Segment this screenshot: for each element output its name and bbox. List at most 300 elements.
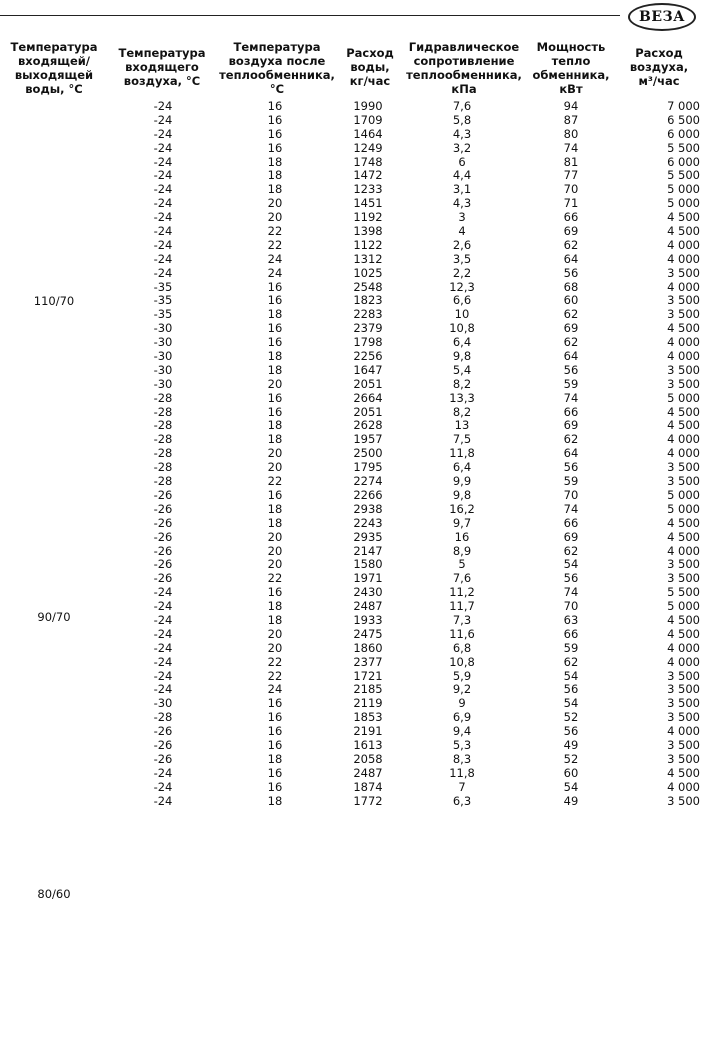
table-row [0,239,701,253]
cell-air-in-temp: -24 [153,779,173,794]
cell-air-in-temp: -24 [153,682,173,697]
cell-hydraulic-resistance: 7,5 [452,432,472,447]
cell-air-flow: 4 000 [667,251,700,266]
table-row [0,156,701,170]
cell-air-out-temp: 18 [267,418,283,433]
table-row [0,711,701,725]
cell-hydraulic-resistance: 6,9 [452,710,472,725]
cell-air-flow: 5 000 [667,487,700,502]
cell-air-in-temp: -26 [153,529,173,544]
cell-air-in-temp: -24 [153,793,173,808]
cell-heat-power: 81 [563,154,579,169]
cell-water-flow: 2379 [353,321,383,336]
cell-air-out-temp: 20 [267,543,283,558]
table-row [0,197,701,211]
cell-water-flow: 1464 [353,126,383,141]
cell-hydraulic-resistance: 12,3 [449,279,475,294]
cell-air-flow: 4 500 [667,612,700,627]
cell-air-in-temp: -35 [153,279,173,294]
cell-air-in-temp: -28 [153,432,173,447]
group-label-110-70: 110/70 [33,294,75,308]
cell-air-in-temp: -30 [153,321,173,336]
cell-heat-power: 69 [563,224,579,239]
cell-heat-power: 56 [563,362,579,377]
cell-air-flow: 4 000 [667,543,700,558]
cell-heat-power: 63 [563,612,579,627]
cell-heat-power: 49 [563,793,579,808]
cell-air-in-temp: -24 [153,99,173,113]
cell-water-flow: 2430 [353,585,383,600]
cell-water-flow: 2938 [353,501,383,516]
cell-air-flow: 5 000 [667,599,700,614]
cell-water-flow: 1709 [353,112,383,127]
cell-air-out-temp: 20 [267,557,283,572]
cell-air-in-temp: -24 [153,265,173,280]
cell-heat-power: 60 [563,765,579,780]
cell-air-flow: 4 500 [667,404,700,419]
cell-air-in-temp: -24 [153,585,173,600]
cell-air-out-temp: 16 [267,390,283,405]
table-row [0,600,701,614]
cell-air-out-temp: 22 [267,571,283,586]
cell-air-out-temp: 24 [267,265,283,280]
cell-heat-power: 56 [563,460,579,475]
cell-hydraulic-resistance: 4,3 [452,196,472,211]
cell-heat-power: 69 [563,321,579,336]
table-row [0,572,701,586]
cell-heat-power: 74 [563,140,579,155]
cell-water-flow: 2487 [353,599,383,614]
table-row [0,114,701,128]
cell-water-flow: 2051 [353,376,383,391]
cell-air-flow: 3 500 [667,696,700,711]
cell-air-flow: 4 500 [667,210,700,225]
cell-air-in-temp: -35 [153,307,173,322]
cell-water-flow: 1823 [353,293,383,308]
table-row [0,697,701,711]
table-row [0,267,701,281]
cell-air-out-temp: 22 [267,474,283,489]
table-row [0,503,701,517]
cell-hydraulic-resistance: 3,2 [452,140,472,155]
header-heat-power: Мощность тепло обменника, кВт [532,40,610,96]
cell-air-out-temp: 22 [267,237,283,252]
table-row [0,392,701,406]
cell-air-flow: 5 500 [667,140,700,155]
cell-air-flow: 3 500 [667,571,700,586]
table-row [0,670,701,684]
cell-air-out-temp: 16 [267,779,283,794]
cell-water-flow: 2274 [353,474,383,489]
header-rule [0,15,620,16]
cell-heat-power: 66 [563,626,579,641]
cell-water-flow: 2058 [353,751,383,766]
cell-air-in-temp: -30 [153,362,173,377]
cell-water-flow: 2243 [353,515,383,530]
cell-water-flow: 1122 [353,237,383,252]
cell-air-flow: 3 500 [667,668,700,683]
cell-water-flow: 1772 [353,793,383,808]
cell-air-in-temp: -24 [153,251,173,266]
logo-text: ВЕЗА [638,9,685,25]
cell-air-in-temp: -24 [153,168,173,183]
cell-hydraulic-resistance: 6,6 [452,293,472,308]
cell-air-out-temp: 16 [267,696,283,711]
cell-air-out-temp: 20 [267,529,283,544]
cell-hydraulic-resistance: 6,4 [452,460,472,475]
header-air-in-temp: Температура входящего воздуха, °С [118,46,206,88]
cell-heat-power: 56 [563,265,579,280]
cell-heat-power: 62 [563,335,579,350]
cell-air-flow: 5 500 [667,168,700,183]
cell-water-flow: 1798 [353,335,383,350]
cell-heat-power: 66 [563,210,579,225]
cell-air-in-temp: -28 [153,446,173,461]
cell-water-flow: 2147 [353,543,383,558]
cell-heat-power: 70 [563,487,579,502]
cell-air-flow: 4 500 [667,224,700,239]
cell-hydraulic-resistance: 11,8 [449,446,475,461]
cell-heat-power: 62 [563,432,579,447]
cell-air-flow: 5 500 [667,585,700,600]
cell-air-in-temp: -24 [153,196,173,211]
table-row [0,142,701,156]
cell-hydraulic-resistance: 7,6 [452,571,472,586]
cell-water-flow: 2664 [353,390,383,405]
cell-hydraulic-resistance: 11,8 [449,765,475,780]
cell-air-in-temp: -26 [153,543,173,558]
cell-air-in-temp: -24 [153,765,173,780]
cell-air-out-temp: 20 [267,460,283,475]
table-row [0,406,701,420]
table-row [0,378,701,392]
cell-air-out-temp: 16 [267,724,283,739]
table-row [0,683,701,697]
cell-air-out-temp: 18 [267,793,283,808]
cell-hydraulic-resistance: 5,3 [452,737,472,752]
cell-air-out-temp: 18 [267,307,283,322]
cell-hydraulic-resistance: 9 [458,696,466,711]
cell-heat-power: 70 [563,599,579,614]
cell-air-flow: 3 500 [667,265,700,280]
table-row [0,350,701,364]
cell-air-out-temp: 22 [267,654,283,669]
cell-air-flow: 5 000 [667,390,700,405]
cell-heat-power: 59 [563,640,579,655]
cell-air-out-temp: 22 [267,224,283,239]
cell-air-flow: 4 000 [667,432,700,447]
cell-air-out-temp: 16 [267,293,283,308]
table-row [0,586,701,600]
cell-hydraulic-resistance: 11,7 [449,599,475,614]
cell-air-flow: 3 500 [667,293,700,308]
table-header [0,40,701,100]
cell-air-flow: 4 500 [667,765,700,780]
table-row [0,183,701,197]
table-body [0,99,701,901]
cell-hydraulic-resistance: 8,2 [452,376,472,391]
cell-heat-power: 71 [563,196,579,211]
table-row [0,642,701,656]
cell-water-flow: 1233 [353,182,383,197]
cell-air-flow: 4 500 [667,321,700,336]
cell-air-in-temp: -28 [153,710,173,725]
cell-heat-power: 54 [563,668,579,683]
cell-air-flow: 3 500 [667,307,700,322]
cell-hydraulic-resistance: 11,2 [449,585,475,600]
cell-air-out-temp: 16 [267,335,283,350]
cell-air-out-temp: 16 [267,487,283,502]
cell-heat-power: 59 [563,376,579,391]
cell-heat-power: 74 [563,501,579,516]
cell-water-flow: 1957 [353,432,383,447]
cell-air-flow: 6 500 [667,112,700,127]
table-row [0,308,701,322]
cell-water-flow: 2628 [353,418,383,433]
cell-air-flow: 4 000 [667,349,700,364]
cell-heat-power: 54 [563,696,579,711]
table-row [0,169,701,183]
cell-water-flow: 2256 [353,349,383,364]
cell-air-flow: 6 000 [667,126,700,141]
cell-water-flow: 1025 [353,265,383,280]
table-row [0,336,701,350]
cell-hydraulic-resistance: 3,1 [452,182,472,197]
cell-hydraulic-resistance: 9,9 [452,474,472,489]
table-row [0,322,701,336]
cell-air-flow: 3 500 [667,751,700,766]
cell-air-out-temp: 20 [267,196,283,211]
cell-heat-power: 62 [563,543,579,558]
table-row [0,517,701,531]
cell-water-flow: 2500 [353,446,383,461]
cell-air-in-temp: -30 [153,335,173,350]
cell-water-flow: 2119 [353,696,383,711]
cell-air-flow: 4 000 [667,724,700,739]
cell-water-flow: 2283 [353,307,383,322]
cell-heat-power: 64 [563,349,579,364]
cell-air-out-temp: 18 [267,751,283,766]
cell-hydraulic-resistance: 8,2 [452,404,472,419]
table-row [0,225,701,239]
cell-air-in-temp: -26 [153,515,173,530]
cell-air-in-temp: -24 [153,112,173,127]
cell-air-flow: 3 500 [667,376,700,391]
cell-heat-power: 69 [563,529,579,544]
table-row [0,614,701,628]
cell-water-flow: 1721 [353,668,383,683]
cell-water-flow: 2548 [353,279,383,294]
table-row [0,419,701,433]
cell-heat-power: 54 [563,557,579,572]
cell-hydraulic-resistance: 4,3 [452,126,472,141]
cell-air-out-temp: 24 [267,251,283,266]
cell-hydraulic-resistance: 4,4 [452,168,472,183]
cell-air-flow: 4 000 [667,335,700,350]
cell-air-flow: 4 000 [667,279,700,294]
cell-heat-power: 62 [563,654,579,669]
cell-water-flow: 1613 [353,737,383,752]
cell-air-out-temp: 16 [267,279,283,294]
cell-air-in-temp: -24 [153,612,173,627]
cell-water-flow: 1580 [353,557,383,572]
cell-air-in-temp: -24 [153,210,173,225]
cell-air-out-temp: 16 [267,99,283,113]
cell-water-flow: 1795 [353,460,383,475]
cell-water-flow: 2377 [353,654,383,669]
cell-air-out-temp: 16 [267,321,283,336]
cell-air-out-temp: 18 [267,501,283,516]
cell-heat-power: 64 [563,446,579,461]
cell-water-flow: 1472 [353,168,383,183]
veza-logo [628,3,696,31]
cell-air-out-temp: 18 [267,432,283,447]
cell-air-out-temp: 16 [267,710,283,725]
cell-air-in-temp: -24 [153,140,173,155]
cell-heat-power: 74 [563,390,579,405]
cell-hydraulic-resistance: 7,6 [452,99,472,113]
cell-air-out-temp: 16 [267,585,283,600]
header-air-flow: Расход воздуха, м³/час [629,46,689,88]
cell-hydraulic-resistance: 6,4 [452,335,472,350]
cell-water-flow: 2051 [353,404,383,419]
cell-hydraulic-resistance: 8,3 [452,751,472,766]
cell-air-in-temp: -24 [153,626,173,641]
cell-water-flow: 1451 [353,196,383,211]
cell-hydraulic-resistance: 13,3 [449,390,475,405]
cell-heat-power: 66 [563,515,579,530]
cell-water-flow: 1874 [353,779,383,794]
cell-air-out-temp: 20 [267,446,283,461]
table-row [0,628,701,642]
cell-hydraulic-resistance: 7,3 [452,612,472,627]
cell-air-out-temp: 18 [267,599,283,614]
table-row [0,531,701,545]
table-row [0,558,701,572]
cell-heat-power: 56 [563,724,579,739]
table-row [0,725,701,739]
cell-air-in-temp: -24 [153,654,173,669]
cell-water-flow: 2475 [353,626,383,641]
cell-air-in-temp: -26 [153,737,173,752]
cell-water-flow: 1398 [353,224,383,239]
header-hydraulic-resistance: Гидравлическое сопротивление теплообменника, кПа [406,40,522,96]
cell-heat-power: 64 [563,251,579,266]
cell-heat-power: 56 [563,571,579,586]
cell-air-out-temp: 16 [267,737,283,752]
cell-air-flow: 4 000 [667,446,700,461]
cell-heat-power: 49 [563,737,579,752]
table-row [0,281,701,295]
header-air-out-temp: Температура воздуха после теплообменника, °С [219,40,335,96]
cell-air-flow: 3 500 [667,737,700,752]
cell-air-out-temp: 16 [267,126,283,141]
cell-air-flow: 5 000 [667,196,700,211]
cell-air-in-temp: -24 [153,126,173,141]
table-row [0,100,701,114]
cell-hydraulic-resistance: 16 [454,529,470,544]
cell-hydraulic-resistance: 16,2 [449,501,475,516]
cell-air-in-temp: -24 [153,237,173,252]
cell-air-flow: 7 000 [667,99,700,113]
cell-air-flow: 6 000 [667,154,700,169]
cell-air-out-temp: 18 [267,349,283,364]
cell-hydraulic-resistance: 9,2 [452,682,472,697]
table-row [0,211,701,225]
cell-air-out-temp: 20 [267,626,283,641]
cell-air-flow: 4 000 [667,654,700,669]
cell-water-flow: 1748 [353,154,383,169]
cell-heat-power: 62 [563,307,579,322]
cell-air-flow: 3 500 [667,557,700,572]
cell-air-out-temp: 16 [267,112,283,127]
group-label-80-60: 80/60 [37,887,71,901]
cell-water-flow: 1647 [353,362,383,377]
cell-air-in-temp: -26 [153,724,173,739]
table-row [0,781,701,795]
cell-air-out-temp: 16 [267,765,283,780]
cell-hydraulic-resistance: 3,5 [452,251,472,266]
header-water-temp: Температура входящей/ выходящей воды, °С [10,40,98,96]
table-row [0,253,701,267]
cell-hydraulic-resistance: 13 [454,418,470,433]
cell-water-flow: 2935 [353,529,383,544]
cell-air-out-temp: 16 [267,404,283,419]
cell-hydraulic-resistance: 5,4 [452,362,472,377]
cell-air-flow: 3 500 [667,362,700,377]
cell-air-flow: 3 500 [667,474,700,489]
cell-water-flow: 1971 [353,571,383,586]
cell-heat-power: 54 [563,779,579,794]
cell-air-in-temp: -26 [153,557,173,572]
cell-hydraulic-resistance: 9,8 [452,487,472,502]
cell-air-out-temp: 18 [267,362,283,377]
cell-hydraulic-resistance: 10,8 [449,654,475,669]
cell-air-in-temp: -28 [153,404,173,419]
cell-hydraulic-resistance: 6,3 [452,793,472,808]
cell-heat-power: 68 [563,279,579,294]
cell-heat-power: 52 [563,751,579,766]
cell-air-in-temp: -26 [153,501,173,516]
cell-heat-power: 66 [563,404,579,419]
table-row [0,128,701,142]
cell-air-in-temp: -26 [153,571,173,586]
cell-hydraulic-resistance: 5,8 [452,112,472,127]
cell-air-out-temp: 20 [267,376,283,391]
cell-hydraulic-resistance: 7 [458,779,466,794]
cell-air-flow: 5 000 [667,182,700,197]
cell-air-in-temp: -28 [153,418,173,433]
cell-heat-power: 69 [563,418,579,433]
table-row [0,795,701,809]
cell-hydraulic-resistance: 4 [458,224,466,239]
cell-air-in-temp: -26 [153,751,173,766]
cell-hydraulic-resistance: 6 [458,154,466,169]
cell-water-flow: 1853 [353,710,383,725]
cell-hydraulic-resistance: 9,8 [452,349,472,364]
cell-heat-power: 62 [563,237,579,252]
cell-hydraulic-resistance: 11,6 [449,626,475,641]
cell-air-flow: 4 500 [667,418,700,433]
cell-air-in-temp: -28 [153,474,173,489]
cell-air-flow: 4 000 [667,640,700,655]
cell-air-in-temp: -30 [153,376,173,391]
table-row [0,489,701,503]
cell-air-flow: 3 500 [667,793,700,808]
cell-water-flow: 2185 [353,682,383,697]
cell-hydraulic-resistance: 2,2 [452,265,472,280]
cell-air-in-temp: -35 [153,293,173,308]
